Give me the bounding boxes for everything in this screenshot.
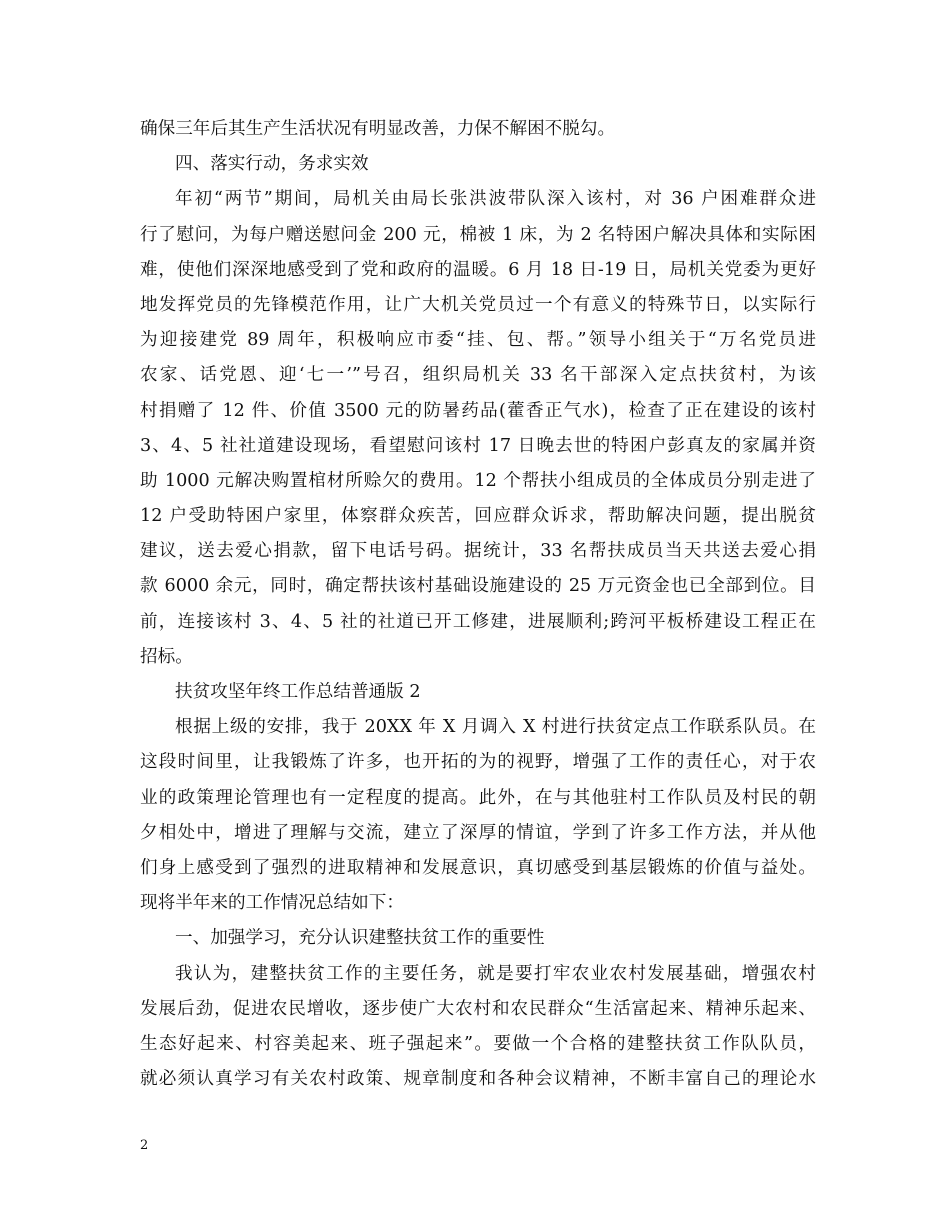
- text-line: 村捐赠了 12 件、价值 3500 元的防暑药品(藿香正气水)，检查了正在建设的该村: [140, 400, 816, 421]
- text-line: 夕相处中，增进了理解与交流，建立了深厚的情谊，学到了许多工作方法，并从他: [140, 822, 816, 843]
- text-line: 就必须认真学习有关农村政策、规章制度和各种会议精神，不断丰富自己的理论水: [140, 1069, 816, 1090]
- text-line: 确保三年后其生产生活状况有明显改善，力保不解困不脱勾。: [140, 119, 616, 139]
- text-line: 助 1000 元解决购置棺材所赊欠的费用。12 个帮扶小组成员的全体成员分别走进了: [140, 470, 816, 491]
- text-line: 招标。: [140, 646, 193, 667]
- text-line: 行了慰问，为每户赠送慰问金 200 元，棉被 1 床，为 2 名特困户解决具体和实际困: [140, 224, 816, 245]
- text-line: 发展后劲，促进农民增收，逐步使广大农村和农民群众“生活富起来、精神乐起来、: [140, 998, 816, 1019]
- text-line: 根据上级的安排，我于 20XX 年 X 月调入 X 村进行扶贫定点工作联系队员。在: [175, 717, 816, 738]
- text-line: 们身上感受到了强烈的进取精神和发展意识，真切感受到基层锻炼的价值与益处。: [140, 857, 816, 878]
- text-line: 我认为，建整扶贫工作的主要任务，就是要打牢农业农村发展基础，增强农村: [175, 963, 816, 984]
- document-body: [140, 112, 816, 1097]
- text-line: 农家、话党恩、迎‘七一’”号召，组织局机关 33 名干部深入定点扶贫村，为该: [140, 365, 816, 386]
- text-line: 难，使他们深深地感受到了党和政府的温暖。6 月 18 日-19 日，局机关党委为更好: [140, 259, 816, 280]
- text-line: 现将半年来的工作情况总结如下：: [140, 893, 404, 914]
- text-line: 12 户受助特困户家里，体察群众疾苦，回应群众诉求，帮助解决问题，提出脱贫: [140, 506, 816, 527]
- text-line: 建议，送去爱心捐款，留下电话号码。据统计，33 名帮扶成员当天共送去爱心捐: [140, 541, 816, 562]
- section-heading: 一、加强学习，充分认识建整扶贫工作的重要性: [175, 928, 545, 949]
- text-line: 3、4、5 社社道建设现场，看望慰问该村 17 日晚去世的特困户彭真友的家属并资: [140, 435, 816, 456]
- text-line: 为迎接建党 89 周年，积极响应市委“挂、包、帮。”领导小组关于“万名党员进: [140, 330, 816, 351]
- page-number: 2: [140, 1138, 149, 1153]
- text-line: 这段时间里，让我锻炼了许多，也开拓的为的视野，增强了工作的责任心，对于农: [140, 752, 816, 773]
- text-line: 前，连接该村 3、4、5 社的社道已开工修建，进展顺利;跨河平板桥建设工程正在: [140, 611, 816, 632]
- section-heading: 四、落实行动，务求实效: [175, 154, 369, 175]
- text-line: 业的政策理论管理也有一定程度的提高。此外，在与其他驻村工作队员及村民的朝: [140, 787, 816, 808]
- document-subtitle: 扶贫攻坚年终工作总结普通版 2: [175, 682, 421, 702]
- text-line: 年初“两节”期间，局机关由局长张洪波带队深入该村，对 36 户困难群众进: [175, 189, 816, 210]
- text-line: 生态好起来、村容美起来、班子强起来”。要做一个合格的建整扶贫工作队队员，: [140, 1033, 816, 1054]
- text-line: 款 6000 余元，同时，确定帮扶该村基础设施建设的 25 万元资金也已全部到位。目: [140, 576, 816, 597]
- text-line: 地发挥党员的先锋模范作用，让广大机关党员过一个有意义的特殊节日，以实际行: [140, 294, 816, 315]
